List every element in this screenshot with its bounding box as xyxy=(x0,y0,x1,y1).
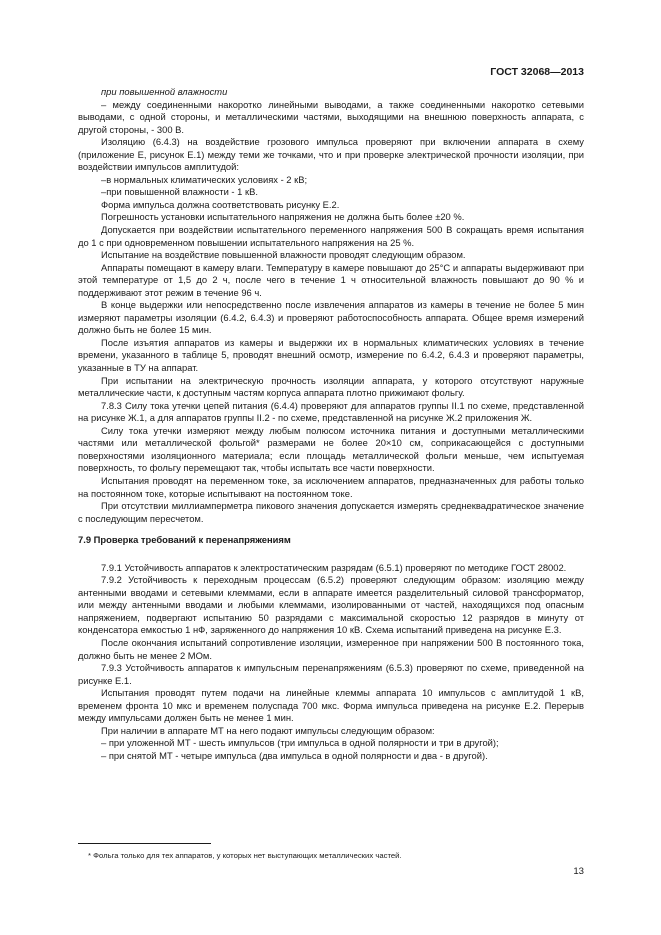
paragraph: 7.9.3 Устойчивость аппаратов к импульсным перенапряжениям (6.5.3) проверяют по схеме, приведенной на рисунке Е.1. xyxy=(78,662,584,686)
paragraph: 7.9.2 Устойчивость к переходным процессам (6.5.2) проверяют следующим образом: изоляцию между антенными вводами и сетевыми клеммами, если в аппарате имеется разделительный силовой трансформатор, или между антенными вводами и любыми клеммами, изолированными от частей, находящихся под опасным напряжением, подвергают испытанию 50 разрядами с максимальной скоростью 12 разрядов в минуту от конденсатора емкостью 1 нФ, заряженного до напряжения 10 кВ. Схема испытаний приведена на рисунке Е.3. xyxy=(78,574,584,636)
paragraph: Испытание на воздействие повышенной влажности проводят следующим образом. xyxy=(101,249,466,261)
page-number: 13 xyxy=(573,866,584,877)
paragraph: При испытании на электрическую прочность изоляции аппарата, у которого отсутствуют наружные металлические части, к доступным частям корпуса аппарата плотно прижимают фольгу. xyxy=(78,374,584,399)
paragraph: Изоляцию (6.4.3) на воздействие грозового импульса проверяют при включении аппарата в схему (приложение Е, рисунок Е.1) между теми же точками, что и при проверке электрической прочности изоляции, при воздействии импульсов амплитудой: xyxy=(78,136,584,173)
paragraph: В конце выдержки или непосредственно после извлечения аппаратов из камеры в течение не более 5 мин измеряют параметры изоляции (6.4.2, 6.4.3) и проверяют работоспособность аппарата. Общее время измерений должно быть не более 15 мин. xyxy=(78,299,584,336)
paragraph: –в нормальных климатических условиях - 2 кВ; xyxy=(101,173,308,185)
list-item: – при снятой МТ - четыре импульса (два импульса в одной полярности и два - в другой). xyxy=(101,749,488,761)
footnote-divider xyxy=(78,843,211,844)
paragraph: 7.8.3 Силу тока утечки цепей питания (6.4.4) проверяют для аппаратов группы II.1 по схеме, представленной на рисунке Ж.1, а для аппаратов группы II.2 - по схеме, представленной на рисунке Ж.2 приложения Ж. xyxy=(78,399,584,424)
section-heading: 7.9 Проверка требований к перенапряжениям xyxy=(78,534,291,546)
paragraph: После окончания испытаний сопротивление изоляции, измеренное при напряжении 500 В постоянного тока, должно быть не менее 2 МОм. xyxy=(78,636,584,661)
paragraph: Силу тока утечки измеряют между любым полюсом источника питания и доступными металлическими частями или металлической фольгой* размерами не более 20×10 см, соприкасающейся с доступными поверхностями изоляционного материала; если площадь металлической фольги меньше, чем испытуемая поверхность, то фольгу перемещают так, чтобы испытать все части поверхности. xyxy=(78,424,584,474)
standard-header: ГОСТ 32068—2013 xyxy=(490,66,584,78)
document-body xyxy=(78,86,584,762)
paragraph: Допускается при воздействии испытательного переменного напряжения 500 В сокращать время испытания до 1 с при одновременном повышении испытательного напряжения на 25 %. xyxy=(78,224,584,248)
paragraph: при повышенной влажности xyxy=(101,86,228,97)
paragraph: При отсутствии миллиамперметра пикового значения допускается измерять среднеквадратическое значение с последующим пересчетом. xyxy=(78,500,584,524)
paragraph: –при повышенной влажности - 1 кВ. xyxy=(101,186,258,198)
paragraph: Испытания проводят путем подачи на линейные клеммы аппарата 10 импульсов с амплитудой 1 кВ, временем фронта 10 мкс и временем полуспада 700 мкс. Форма импульса приведена на рисунке Е.2. Перерыв между импульсами должен быть не менее 1 мин. xyxy=(78,687,584,724)
paragraph: При наличии в аппарате МТ на него подают импульсы следующим образом: xyxy=(101,724,435,736)
paragraph: После изъятия аппаратов из камеры и выдержки их в нормальных климатических условиях в течение времени, указанного в таблице 5, проводят внешний осмотр, измерение по 6.4.2, 6.4.3 и проверяют параметры, указанные в ТУ на аппарат. xyxy=(78,336,584,374)
list-item: – при уложенной МТ - шесть импульсов (три импульса в одной полярности и три в другой); xyxy=(101,737,499,749)
paragraph: Аппараты помещают в камеру влаги. Температуру в камере повышают до 25°С и аппараты выдерживают при этой температуре от 1,5 до 2 ч, после чего в течение 1 ч относительной влажность повышают до 90 % и поддерживают этот режим в течение 96 ч. xyxy=(78,261,584,298)
footnote: * Фольга только для тех аппаратов, у которых нет выступающих металлических частей. xyxy=(88,851,402,860)
paragraph: Испытания проводят на переменном токе, за исключением аппаратов, предназначенных для работы только на постоянном токе, которые испытывают на постоянном токе. xyxy=(78,474,584,499)
paragraph: – между соединенными накоротко линейными выводами, а также соединенными накоротко сетевыми выводами, с одной стороны, и металлическими частями, выходящими на внешнюю поверхность аппарата, с другой стороны, - 300 В. xyxy=(78,98,584,135)
paragraph: Форма импульса должна соответствовать рисунку Е.2. xyxy=(101,198,340,210)
paragraph: 7.9.1 Устойчивость аппаратов к электростатическим разрядам (6.5.1) проверяют по методике ГОСТ 28002. xyxy=(101,561,567,573)
paragraph: Погрешность установки испытательного напряжения не должна быть более ±20 %. xyxy=(101,211,465,223)
